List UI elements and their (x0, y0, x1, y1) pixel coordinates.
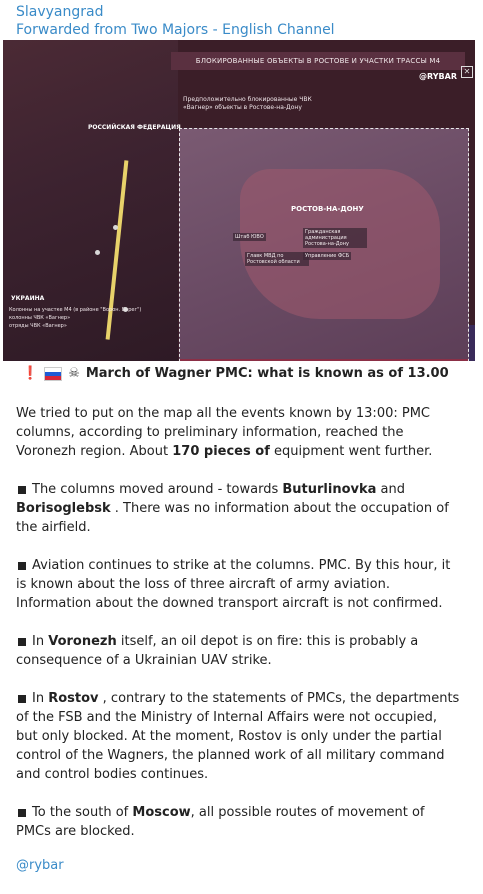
inset-city-label: РОСТОВ-НА-ДОНУ (291, 205, 364, 213)
p2-bold-b: Buturlinovka (282, 482, 377, 497)
label-fsb: Управление ФСБ (305, 253, 350, 259)
legend-item-3: отряды ЧВК «Вагнер» (9, 323, 67, 329)
paragraph-1 (16, 404, 461, 461)
post-title: March of Wagner PMC: what is known as of 13.00 (85, 366, 449, 381)
legend-item-2: колонны ЧВК «Вагнер» (9, 315, 71, 321)
p1-text: We tried to put on the map all the events known by 13:00: PMC columns, according to preliminary information, reached the Voronezh region. About (16, 406, 431, 459)
paragraph-3 (16, 556, 461, 613)
label-mvd: Главк МВД по Ростовской области (245, 252, 309, 266)
p1-bold: 170 pieces of (172, 444, 270, 459)
skull-icon: ☠ (68, 366, 80, 381)
label-shtab: Штаб ЮВО (235, 234, 264, 240)
message-header (16, 3, 335, 39)
p2-text-a: The columns moved around - towards (32, 482, 283, 497)
p4-text-c: itself, an oil depot is on fire: this is probably a consequence of a Ukrainian UAV strike. (16, 634, 419, 668)
legend-item-1: Колонны на участке М4 (в районе "Ворон. Берег") (9, 307, 142, 313)
p3-text: Aviation continues to strike at the columns. PMC. By this hour, it is known about the loss of three aircraft of army aviation. Information about the downed transport aircraft is not confirmed. (16, 558, 451, 611)
paragraph-6 (16, 803, 461, 841)
p5-bold-b: Rostov (48, 691, 99, 706)
paragraph-mention (16, 856, 461, 875)
p6-text-c: , all possible routes of movement of PMCs are blocked. (16, 805, 425, 839)
bullet-square-icon (18, 562, 26, 570)
paragraph-2 (16, 480, 461, 537)
p2-bold-d: Borisoglebsk (16, 501, 111, 516)
bullet-square-icon (18, 695, 26, 703)
mention-link[interactable]: @rybar (16, 858, 64, 873)
p6-text-a: To the south of (32, 805, 133, 820)
post-title-row (22, 366, 449, 381)
paragraph-5 (16, 689, 461, 784)
wagner-marker-2 (95, 250, 100, 255)
forwarded-from-link[interactable]: Forwarded from Two Majors - English Channel (16, 22, 335, 38)
p5-text-c: , contrary to the statements of PMCs, the departments of the FSB and the Ministry of Internal Affairs were not occupied, but only blocked. At the moment, Rostov is only under the partial control of the Wagners, the planned work of all military command and control bodies continues. (16, 691, 460, 782)
bullet-square-icon (18, 809, 26, 817)
don-river (180, 359, 468, 361)
p5-text-a: In (32, 691, 49, 706)
region-label: РОССИЙСКАЯ ФЕДЕРАЦИЯ (88, 124, 181, 131)
map-legend (9, 306, 141, 330)
label-admin: Гражданская администрация Ростова-на-Дону (303, 228, 367, 248)
map-note: Предположительно блокированные ЧВК «Вагнер» объекты в Ростове-на-Дону (183, 96, 312, 111)
bullet-square-icon (18, 638, 26, 646)
wagner-marker-3 (113, 225, 118, 230)
channel-name[interactable]: Slavyangrad (16, 4, 104, 20)
p6-bold-b: Moscow (132, 805, 191, 820)
ukraine-label: УКРАИНА (11, 295, 45, 302)
map-image[interactable] (3, 40, 475, 361)
p4-bold-b: Voronezh (48, 634, 117, 649)
exclamation-icon: ❗ (22, 366, 39, 381)
p2-text-e: . There was no information about the occupation of the airfield. (16, 501, 449, 535)
map-brand: @RYBAR (419, 72, 457, 81)
bullet-square-icon (18, 486, 26, 494)
p1-end: equipment went further. (269, 444, 433, 459)
russia-flag-icon (44, 367, 62, 381)
p4-text-a: In (32, 634, 49, 649)
paragraph-4 (16, 632, 461, 670)
p2-text-c: and (376, 482, 405, 497)
map-close-icon: ✕ (461, 66, 473, 78)
post-body (16, 404, 461, 894)
map-banner: БЛОКИРОВАННЫЕ ОБЪЕКТЫ В РОСТОВЕ И УЧАСТКИ ТРАССЫ М4 (171, 52, 465, 70)
